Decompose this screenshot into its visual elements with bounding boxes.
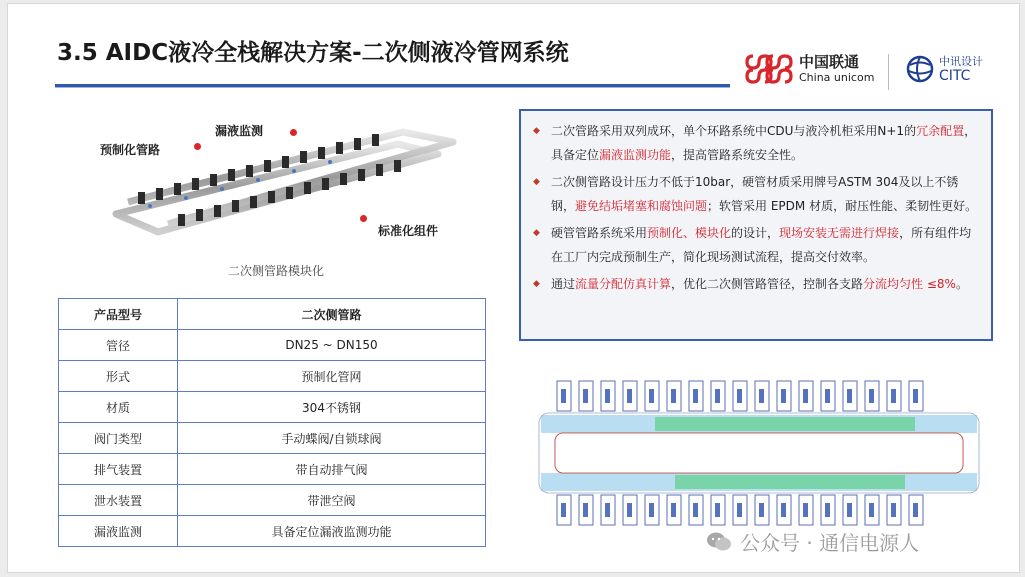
table-cell: 预制化管网 xyxy=(178,361,486,392)
table-cell: 带泄空阀 xyxy=(178,485,486,516)
table-cell: 304不锈钢 xyxy=(178,392,486,423)
table-row xyxy=(59,485,486,516)
spec-table xyxy=(58,298,486,547)
title-prefix: 3.5 AIDC液冷全栈解决方案- xyxy=(57,40,362,66)
diamond-bullet-icon: ◆ xyxy=(533,126,540,136)
feature-bullet xyxy=(531,170,981,218)
table-header-cell: 产品型号 xyxy=(59,299,178,330)
table-row xyxy=(59,392,486,423)
feature-info-box xyxy=(519,109,993,341)
table-header-cell: 二次侧管路 xyxy=(178,299,486,330)
title-underline-thin xyxy=(55,87,730,88)
table-cell: 漏液监测 xyxy=(59,516,178,547)
bullet-text: 二次侧管路设计压力不低于10bar，硬管材质采用牌号ASTM 304及以上不锈钢，避免结垢堵塞和腐蚀问题；软管采用 EPDM 材质，耐压性能、柔韧性更好。 xyxy=(551,175,978,213)
feature-bullet xyxy=(531,272,981,296)
diamond-bullet-icon: ◆ xyxy=(533,228,540,238)
table-row xyxy=(59,423,486,454)
watermark-text: 公众号 · 通信电源人 xyxy=(740,531,920,555)
diamond-bullet-icon: ◆ xyxy=(533,279,540,289)
citc-name-en: CITC xyxy=(939,67,971,84)
callout-standard-components: 标准化组件 xyxy=(378,224,439,238)
table-cell: 带自动排气阀 xyxy=(178,454,486,485)
feature-bullet xyxy=(531,221,981,269)
logo-divider xyxy=(888,54,889,90)
callout-leak-monitoring: 漏液监测 xyxy=(215,124,264,138)
citc-logo xyxy=(905,54,983,84)
citc-globe-icon xyxy=(905,54,935,84)
table-header-row xyxy=(59,299,486,330)
wechat-watermark xyxy=(706,527,919,556)
unicom-knot-icon xyxy=(745,50,793,88)
unicom-name-en: China unicom xyxy=(799,71,875,84)
feature-bullet xyxy=(531,119,981,167)
table-row xyxy=(59,454,486,485)
table-row xyxy=(59,516,486,547)
table-cell: 阀门类型 xyxy=(59,423,178,454)
callout-dot-leak xyxy=(290,129,297,136)
citc-name-cn: 中讯设计 xyxy=(939,54,983,68)
slide xyxy=(7,3,1020,573)
table-row xyxy=(59,361,486,392)
table-cell: 具备定位漏液监测功能 xyxy=(178,516,486,547)
bullet-text: 硬管管路系统采用预制化、模块化的设计，现场安装无需进行焊接，所有组件均在工厂内完成预制生产，简化现场测试流程，提高交付效率。 xyxy=(551,226,972,264)
page-title xyxy=(57,34,569,67)
callout-prefab-pipe: 预制化管路 xyxy=(100,143,161,157)
bullet-text: 二次管路采用双列成环，单个环路系统中CDU与液冷机柜采用N+1的冗余配置，具备定位漏液监测功能，提高管路系统安全性。 xyxy=(551,124,977,162)
table-cell: 材质 xyxy=(59,392,178,423)
callout-dot-prefab xyxy=(194,143,201,150)
table-cell: 管径 xyxy=(59,330,178,361)
table-cell: 手动蝶阀/自锁球阀 xyxy=(178,423,486,454)
table-cell: DN25 ~ DN150 xyxy=(178,330,486,361)
wechat-icon xyxy=(706,531,732,553)
callout-dot-standard xyxy=(360,215,367,222)
table-cell: 排气装置 xyxy=(59,454,178,485)
china-unicom-logo xyxy=(745,50,874,88)
bullet-text: 通过流量分配仿真计算，优化二次侧管路管径，控制各支路分流均匀性 ≤8%。 xyxy=(551,277,968,291)
flow-simulation-image xyxy=(535,377,983,529)
figure-caption: 二次侧管路模块化 xyxy=(228,264,325,278)
table-row xyxy=(59,330,486,361)
title-highlight: 二次侧液冷管网系统 xyxy=(361,40,569,66)
unicom-name-cn: 中国联通 xyxy=(799,53,860,71)
table-cell: 形式 xyxy=(59,361,178,392)
diamond-bullet-icon: ◆ xyxy=(533,177,540,187)
table-cell: 泄水装置 xyxy=(59,485,178,516)
